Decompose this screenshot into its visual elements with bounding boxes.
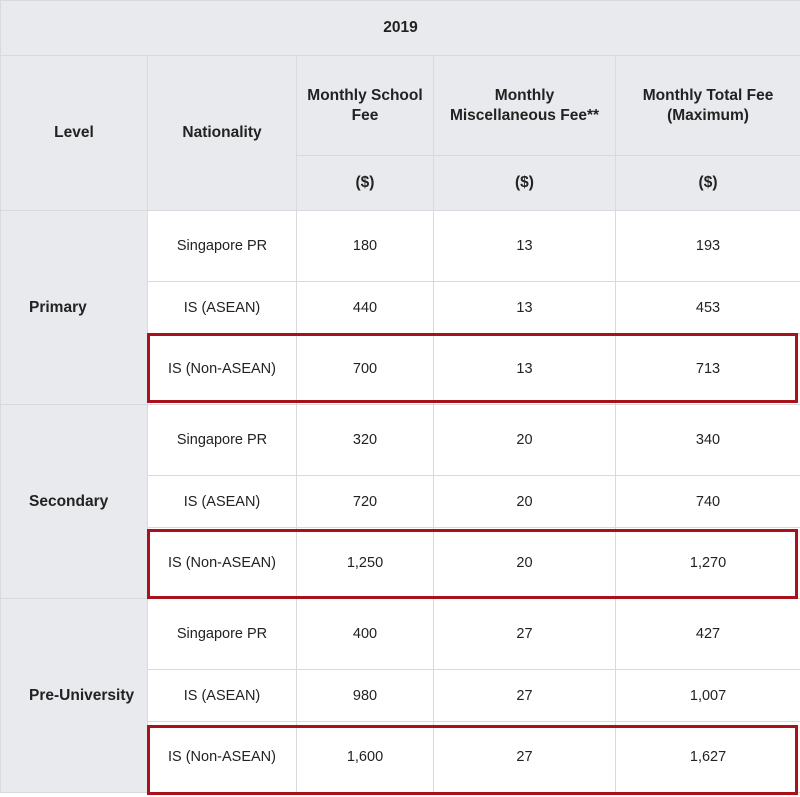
total-fee-cell: 1,270 <box>616 528 800 599</box>
year-header: 2019 <box>1 1 800 56</box>
level-column-header: Level <box>1 56 148 211</box>
nationality-cell: Singapore PR <box>148 405 297 476</box>
total-fee-cell: 453 <box>616 282 800 334</box>
total-fee-cell: 1,627 <box>616 722 800 793</box>
school-fee-cell: 720 <box>297 476 434 528</box>
misc-fee-column-header: Monthly Miscellaneous Fee** <box>434 56 616 156</box>
nationality-cell: IS (ASEAN) <box>148 670 297 722</box>
school-fee-cell: 980 <box>297 670 434 722</box>
misc-fee-cell: 20 <box>434 405 616 476</box>
nationality-cell: IS (ASEAN) <box>148 476 297 528</box>
nationality-cell: IS (Non-ASEAN) <box>148 722 297 793</box>
nationality-cell: IS (Non-ASEAN) <box>148 528 297 599</box>
misc-fee-cell: 13 <box>434 282 616 334</box>
total-fee-unit: ($) <box>616 156 800 211</box>
total-fee-column-header: Monthly Total Fee (Maximum) <box>616 56 800 156</box>
school-fee-cell: 440 <box>297 282 434 334</box>
level-cell-secondary: Secondary <box>1 405 148 599</box>
nationality-cell: IS (Non-ASEAN) <box>148 334 297 405</box>
total-fee-cell: 740 <box>616 476 800 528</box>
misc-fee-cell: 20 <box>434 528 616 599</box>
table-row <box>1 211 800 282</box>
nationality-cell: IS (ASEAN) <box>148 282 297 334</box>
misc-fee-cell: 13 <box>434 211 616 282</box>
total-fee-cell: 427 <box>616 599 800 670</box>
school-fee-cell: 1,250 <box>297 528 434 599</box>
total-fee-cell: 713 <box>616 334 800 405</box>
school-fee-cell: 700 <box>297 334 434 405</box>
misc-fee-cell: 27 <box>434 670 616 722</box>
total-fee-cell: 340 <box>616 405 800 476</box>
school-fee-cell: 1,600 <box>297 722 434 793</box>
table-row <box>1 599 800 670</box>
misc-fee-cell: 27 <box>434 722 616 793</box>
misc-fee-cell: 27 <box>434 599 616 670</box>
misc-fee-unit: ($) <box>434 156 616 211</box>
total-fee-cell: 1,007 <box>616 670 800 722</box>
level-cell-pre-university: Pre-University <box>1 599 148 793</box>
level-cell-primary: Primary <box>1 211 148 405</box>
school-fee-cell: 320 <box>297 405 434 476</box>
nationality-cell: Singapore PR <box>148 599 297 670</box>
school-fee-column-header: Monthly School Fee <box>297 56 434 156</box>
misc-fee-cell: 20 <box>434 476 616 528</box>
school-fee-cell: 180 <box>297 211 434 282</box>
school-fee-unit: ($) <box>297 156 434 211</box>
table-row <box>1 405 800 476</box>
misc-fee-cell: 13 <box>434 334 616 405</box>
nationality-cell: Singapore PR <box>148 211 297 282</box>
school-fee-cell: 400 <box>297 599 434 670</box>
nationality-column-header: Nationality <box>148 56 297 211</box>
total-fee-cell: 193 <box>616 211 800 282</box>
